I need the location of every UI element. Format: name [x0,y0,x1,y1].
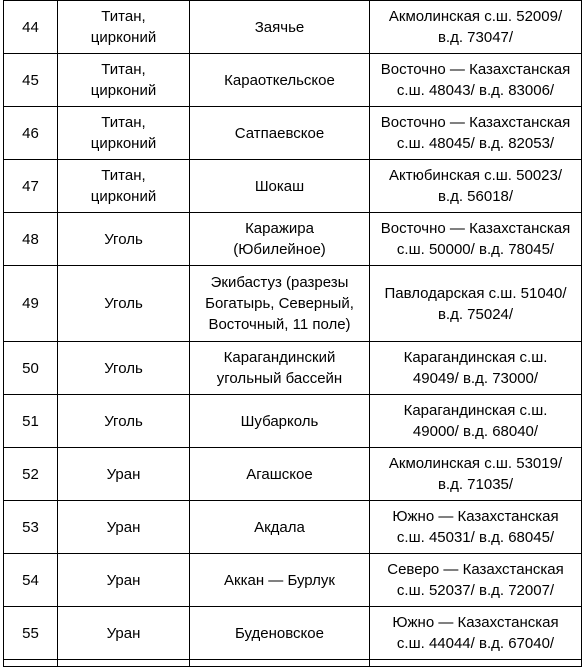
table-row [4,1,582,54]
location-cell: Карагандинская с.ш. 49049/ в.д. 73000/ [370,342,582,395]
deposit-cell: Каражира (Юбилейное) [190,213,370,266]
deposit-cell: Буденовское [190,607,370,660]
deposit-cell: Экибастуз (разрезы Богатырь, Северный, Восточный, 11 поле) [190,266,370,342]
table-row [4,213,582,266]
row-number: 52 [4,448,58,501]
deposits-table-body [4,1,582,667]
deposit-cell: Акдала [190,501,370,554]
mineral-cell: Уран [58,501,190,554]
location-cell: Восточно — Казахстанская с.ш. 48043/ в.д. 83006/ [370,54,582,107]
table-row [4,342,582,395]
table-row-cutoff [4,660,582,667]
table-row [4,266,582,342]
row-number: 54 [4,554,58,607]
location-cell: Карагандинская с.ш. 49000/ в.д. 68040/ [370,395,582,448]
row-number: 46 [4,107,58,160]
location-cell: Южно — Казахстанская с.ш. 45031/ в.д. 68045/ [370,501,582,554]
empty-cell [370,660,582,667]
table-row [4,554,582,607]
mineral-cell: Титан, цирконий [58,1,190,54]
mineral-cell: Титан, цирконий [58,107,190,160]
row-number: 48 [4,213,58,266]
mineral-cell: Уран [58,448,190,501]
table-row [4,501,582,554]
table-row [4,107,582,160]
mineral-cell: Титан, цирконий [58,54,190,107]
mineral-cell: Уголь [58,342,190,395]
mineral-cell: Титан, цирконий [58,160,190,213]
deposit-cell: Агашское [190,448,370,501]
mineral-cell: Уголь [58,213,190,266]
row-number: 55 [4,607,58,660]
location-cell: Восточно — Казахстанская с.ш. 50000/ в.д. 78045/ [370,213,582,266]
mineral-cell: Уголь [58,266,190,342]
deposit-cell: Сатпаевское [190,107,370,160]
table-row [4,160,582,213]
location-cell: Акмолинская с.ш. 53019/ в.д. 71035/ [370,448,582,501]
row-number: 53 [4,501,58,554]
row-number: 47 [4,160,58,213]
table-row [4,54,582,107]
location-cell: Северо — Казахстанская с.ш. 52037/ в.д. 72007/ [370,554,582,607]
empty-cell [58,660,190,667]
empty-cell [4,660,58,667]
deposit-cell: Заячье [190,1,370,54]
deposit-cell: Аккан — Бурлук [190,554,370,607]
table-row [4,395,582,448]
mineral-cell: Уголь [58,395,190,448]
deposit-cell: Шубарколь [190,395,370,448]
deposit-cell: Караоткельское [190,54,370,107]
mineral-cell: Уран [58,607,190,660]
location-cell: Южно — Казахстанская с.ш. 44044/ в.д. 67040/ [370,607,582,660]
table-row [4,448,582,501]
table-row [4,607,582,660]
row-number: 44 [4,1,58,54]
location-cell: Актюбинская с.ш. 50023/ в.д. 56018/ [370,160,582,213]
deposit-cell: Шокаш [190,160,370,213]
empty-cell [190,660,370,667]
deposits-table [3,0,582,667]
location-cell: Восточно — Казахстанская с.ш. 48045/ в.д. 82053/ [370,107,582,160]
mineral-cell: Уран [58,554,190,607]
location-cell: Павлодарская с.ш. 51040/ в.д. 75024/ [370,266,582,342]
row-number: 49 [4,266,58,342]
row-number: 45 [4,54,58,107]
location-cell: Акмолинская с.ш. 52009/ в.д. 73047/ [370,1,582,54]
deposit-cell: Карагандинский угольный бассейн [190,342,370,395]
row-number: 50 [4,342,58,395]
row-number: 51 [4,395,58,448]
